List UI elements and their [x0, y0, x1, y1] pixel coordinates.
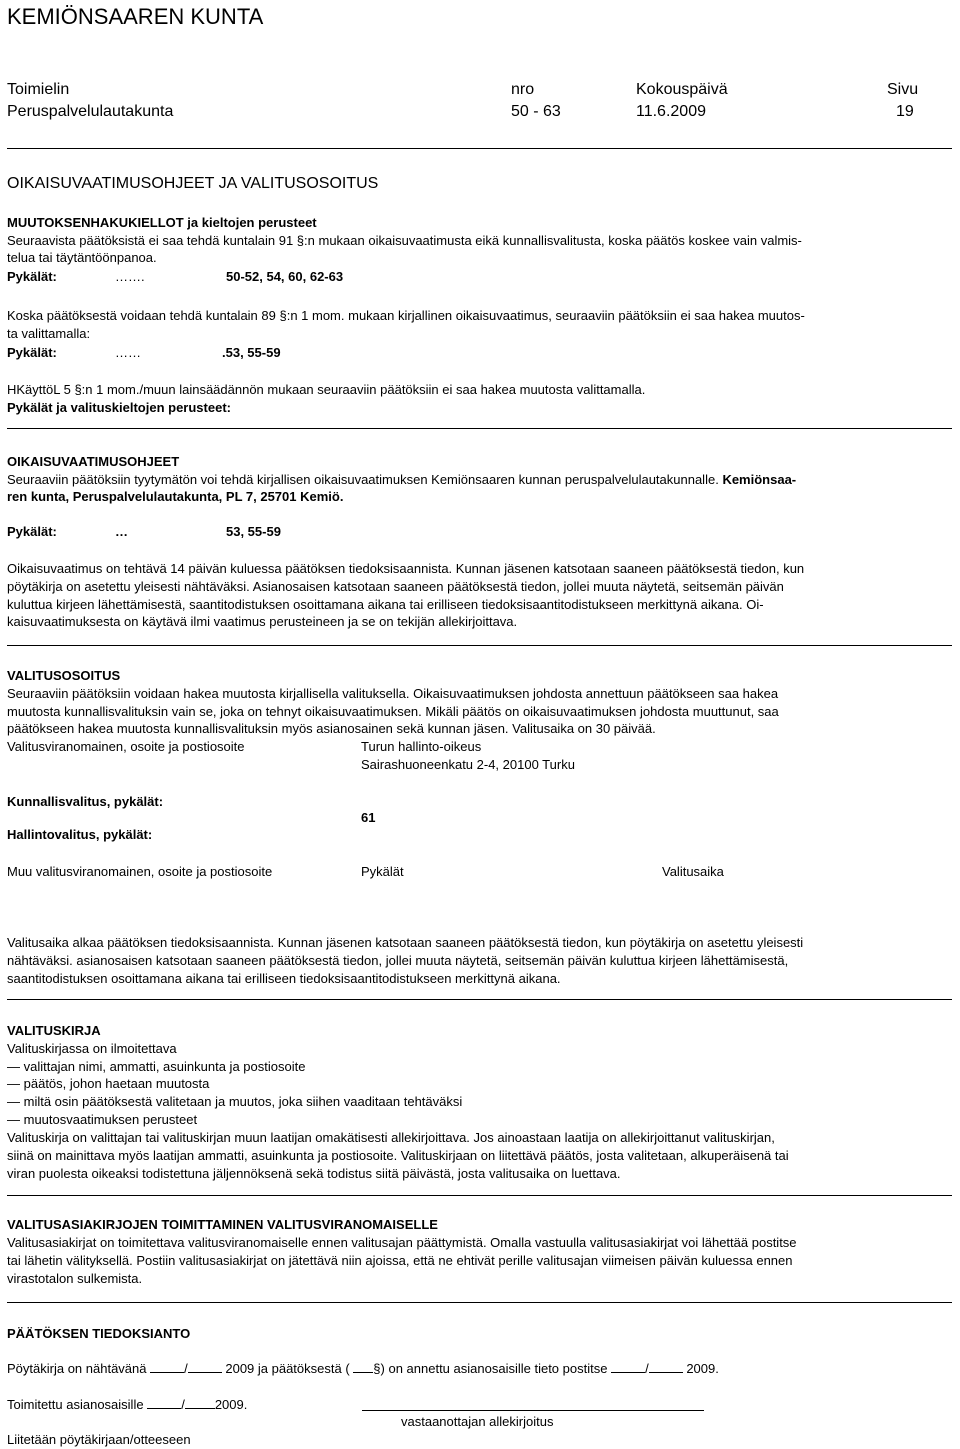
valitus-text-line: Seuraaviin päätöksiin voidaan hakea muutosta kirjallisella valituksella. Oikaisuvaatimuksen johdosta annettuun päätökseen saa hakea: [7, 686, 779, 701]
signature-line[interactable]: [362, 1410, 704, 1411]
valituskirja-text-line: viran puolesta oikeaksi todistettuna jäljennöksenä sekä todistus siitä päivästä, josta valitusaika on luettava.: [7, 1166, 621, 1181]
header-toimielin-value: Peruspalvelulautakunta: [7, 103, 174, 120]
oikaisu-text-line: pöytäkirja on asetettu yleisesti nähtäväksi. Asianosaisen katsotaan saaneen päätöksestä tiedon, jollei muuta näytetä, seitsemän päivän: [7, 579, 784, 594]
oikaisu-text: Seuraaviin päätöksiin tyytymätön voi tehdä kirjallisen oikaisuvaatimuksen Kemiönsaaren kunnan peruspalvelulautakunnalle.: [7, 472, 719, 487]
header-toimielin-label: Toimielin: [7, 81, 70, 98]
section-number-blank[interactable]: [353, 1360, 373, 1373]
day-blank[interactable]: [147, 1396, 181, 1409]
section-divider: [7, 999, 952, 1000]
restrictions-text-line: Koska päätöksestä voidaan tehdä kuntalain 89 §:n 1 mom. mukaan kirjallinen oikaisuvaatimus, seuraaviin päätöksiin ei saa hakea muutos-: [7, 308, 805, 323]
attachment-note: Liitetään pöytäkirjaan/otteeseen: [7, 1432, 191, 1447]
hallintovalitus-label: Hallintovalitus, pykälät:: [7, 827, 153, 842]
restrictions-bold-line: Pykälät ja valituskieltojen perusteet:: [7, 400, 231, 415]
oikaisu-text-line: kuluttua kirjeen lähettämisestä, saantitodistuksen osoittamana aikana tai erilliseen tiedoksisaantitodistukseen merkittynä aikana. Oi-: [7, 597, 764, 612]
day-blank[interactable]: [611, 1360, 645, 1373]
hallintovalitus-value: 61: [361, 810, 376, 825]
list-item: — muutosvaatimuksen perusteet: [7, 1112, 198, 1127]
authority-address: Sairashuoneenkatu 2-4, 20100 Turku: [361, 757, 575, 772]
toimittaminen-text-line: tai lähetin välityksellä. Postiin valitusasiakirjat on jätettävä niin ajoissa, että ne ehtivät perille valitusajan viimeisen päivän kuluessa ennen: [7, 1253, 793, 1268]
pykalat-value: .53, 55-59: [222, 345, 281, 360]
pykalat-label: Pykälät:: [7, 345, 57, 360]
delivered-line: Toimitettu asianosaisille / 2009.: [7, 1397, 248, 1412]
header-page-label: Sivu: [887, 81, 919, 98]
month-blank[interactable]: [188, 1360, 222, 1373]
notice-line: Pöytäkirja on nähtävänä / 2009 ja päätöksestä ( §) on annettu asianosaisille tieto postitse / 2009.: [7, 1361, 719, 1376]
oikaisu-heading: OIKAISUVAATIMUSOHJEET: [7, 454, 180, 469]
day-blank[interactable]: [150, 1360, 184, 1373]
valitus-text-line: muutosta kunnallisvalituksin vain se, joka on tehnyt oikaisuvaatimuksen. Mikäli päätös on oikaisuvaatimuksen johdosta muuttunut, saa: [7, 704, 779, 719]
other-pykalat-header: Pykälät: [361, 864, 404, 879]
oikaisu-address-bold: ren kunta, Peruspalvelulautakunta, PL 7, 25701 Kemiö.: [7, 489, 344, 504]
section-divider: [7, 428, 952, 429]
header-page-value: 19: [896, 103, 914, 120]
oikaisu-text-line: Oikaisuvaatimus on tehtävä 14 päivän kuluessa päätöksen tiedoksisaannista. Kunnan jäsenen katsotaan saaneen päätöksestä tiedon, kun: [7, 561, 805, 576]
other-valitusaika-header: Valitusaika: [662, 864, 724, 879]
authority-label: Valitusviranomainen, osoite ja postiosoite: [7, 739, 245, 754]
toimittaminen-heading: VALITUSASIAKIRJOJEN TOIMITTAMINEN VALITUSVIRANOMAISELLE: [7, 1217, 438, 1232]
restrictions-heading: MUUTOKSENHAKUKIELLOT ja kieltojen perusteet: [7, 215, 317, 230]
restrictions-text-line: Seuraavista päätöksistä ei saa tehdä kuntalain 91 §:n mukaan oikaisuvaatimusta eikä kunnallisvalitusta, koska päätös koskee vain valmis-: [7, 233, 802, 248]
oikaisu-text-line: kaisuvaatimuksesta on käytävä ilmi vaatimus perusteineen ja se on tekijän allekirjoittava.: [7, 614, 518, 629]
pykalat-dots: …: [115, 524, 128, 539]
valitus-text-line: Valitusaika alkaa päätöksen tiedoksisaannista. Kunnan jäsenen katsotaan saaneen päätöksestä tiedon, kun pöytäkirja on asetettu yleisesti: [7, 935, 804, 950]
pykalat-label: Pykälät:: [7, 524, 57, 539]
other-authority-label: Muu valitusviranomainen, osoite ja postiosoite: [7, 864, 273, 879]
section-divider: [7, 1302, 952, 1303]
header-date-value: 11.6.2009: [636, 103, 706, 120]
valitus-text-line: nähtäväksi. asianosaisen katsotaan saaneen päätöksestä tiedon, jollei muuta näytetä, seitsemän päivän kuluttua kirjeen lähettämisestä,: [7, 953, 789, 968]
document-title: OIKAISUVAATIMUSOHJEET JA VALITUSOSOITUS: [7, 175, 379, 192]
pykalat-value: 53, 55-59: [226, 524, 281, 539]
tiedoksianto-heading: PÄÄTÖKSEN TIEDOKSIANTO: [7, 1326, 191, 1341]
month-blank[interactable]: [649, 1360, 683, 1373]
header-date-label: Kokouspäivä: [636, 81, 728, 98]
toimittaminen-text-line: Valitusasiakirjat on toimitettava valitusviranomaiselle ennen valitusajan päättymistä. Omalla vastuulla valitusasiakirjat voi lähettää postitse: [7, 1235, 797, 1250]
header-nro-value: 50 - 63: [511, 103, 561, 120]
pykalat-dots: …….: [115, 269, 145, 284]
restrictions-text-line: telua tai täytäntöönpanoa.: [7, 250, 157, 265]
section-divider: [7, 645, 952, 646]
signature-label: vastaanottajan allekirjoitus: [401, 1414, 554, 1429]
list-item: — päätös, johon haetaan muutosta: [7, 1076, 210, 1091]
pykalat-value: 50-52, 54, 60, 62-63: [226, 269, 344, 284]
oikaisu-text-line: [7, 471, 796, 488]
header-nro-label: nro: [511, 81, 535, 98]
kunnallisvalitus-label: Kunnallisvalitus, pykälät:: [7, 794, 164, 809]
pykalat-label: Pykälät:: [7, 269, 57, 284]
month-blank[interactable]: [185, 1396, 215, 1409]
oikaisu-address-bold: Kemiönsaa-: [722, 472, 797, 487]
valitus-heading: VALITUSOSOITUS: [7, 668, 121, 683]
organization-title: KEMIÖNSAAREN KUNTA: [7, 4, 264, 29]
section-divider: [7, 1195, 952, 1196]
restrictions-text-line: ta valittamalla:: [7, 326, 91, 341]
valituskirja-text-line: siinä on mainittava myös laatijan ammatti, asuinkunta ja postiosoite. Valituskirjaan on liitettävä päätös, josta valitetaan, alkuperäisenä tai: [7, 1148, 789, 1163]
valituskirja-heading: VALITUSKIRJA: [7, 1023, 101, 1038]
restrictions-text-line: HKäyttöL 5 §:n 1 mom./muun lainsäädännön mukaan seuraaviin päätöksiin ei saa hakea muutosta valittamalla.: [7, 382, 646, 397]
list-item: — miltä osin päätöksestä valitetaan ja muutos, joka siihen vaaditaan tehtäväksi: [7, 1094, 463, 1109]
valitus-text-line: päätökseen hakea muutosta kunnallisvalituksin myös asianosainen sekä kunnan jäsen. Valitusaika on 30 päivää.: [7, 721, 656, 736]
authority-name: Turun hallinto-oikeus: [361, 739, 482, 754]
valitus-text-line: saantitodistuksen osoittamana aikana tai erilliseen tiedoksisaantitodistukseen merkittynä aikana.: [7, 971, 561, 986]
pykalat-dots: ……: [115, 345, 141, 360]
valituskirja-intro: Valituskirjassa on ilmoitettava: [7, 1041, 177, 1056]
valituskirja-text-line: Valituskirja on valittajan tai valituskirjan muun laatijan omakätisesti allekirjoittava. Jos ainoastaan laatija on allekirjoittanut valituskirjan,: [7, 1130, 775, 1145]
list-item: — valittajan nimi, ammatti, asuinkunta ja postiosoite: [7, 1059, 306, 1074]
header-divider: [7, 148, 952, 149]
toimittaminen-text-line: virastotalon sulkemista.: [7, 1271, 143, 1286]
